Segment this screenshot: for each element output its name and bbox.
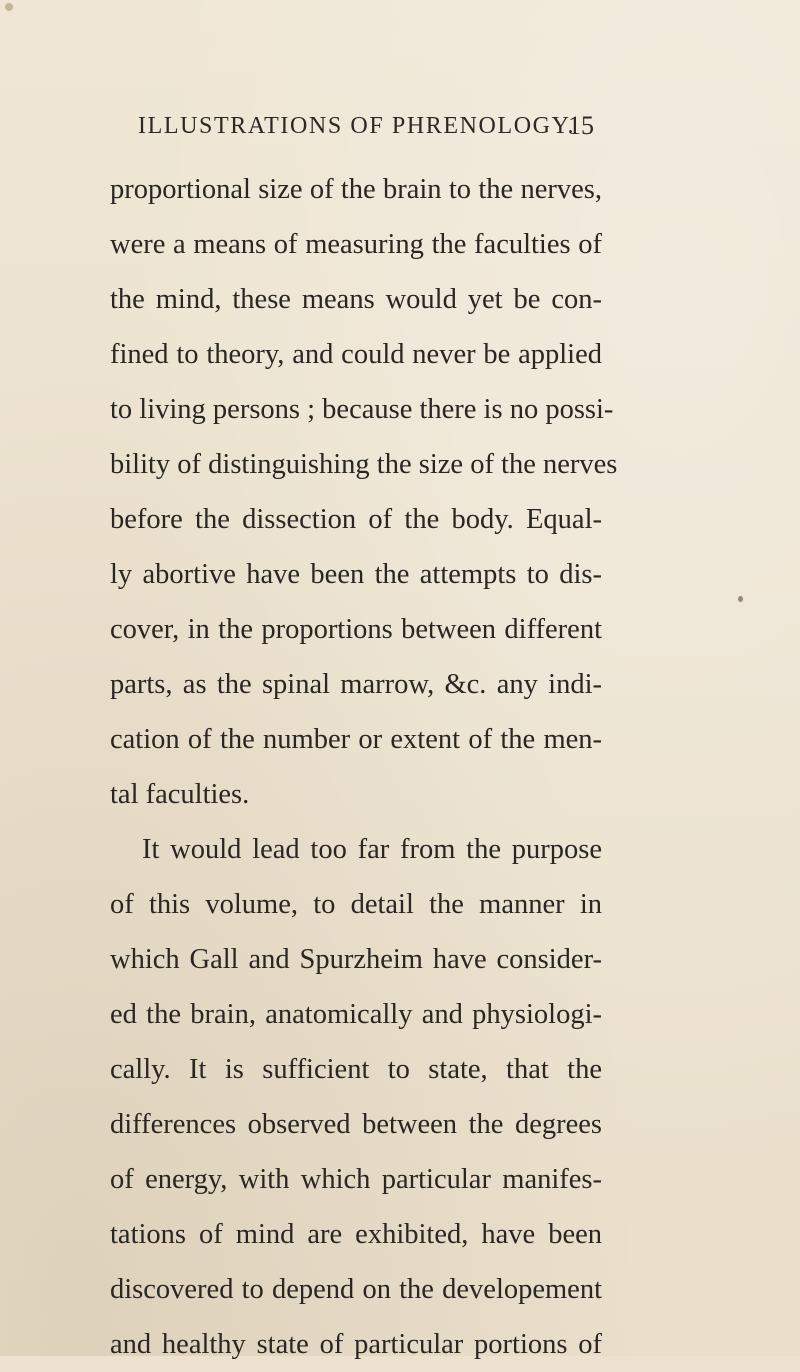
text-line: differences observed between the degrees <box>110 1109 602 1140</box>
running-title: ILLUSTRATIONS OF PHRENOLOGY. <box>138 113 576 139</box>
text-line: cover, in the proportions between different <box>110 614 602 645</box>
page-number: 15 <box>568 111 594 140</box>
text-line: were a means of measuring the faculties of <box>110 229 602 260</box>
text-line: ly abortive have been the attempts to dis- <box>110 559 602 590</box>
text-line: which Gall and Spurzheim have consider- <box>110 944 602 975</box>
text-line: ed the brain, anatomically and physiologi- <box>110 999 602 1030</box>
text-line: tal faculties. <box>110 779 250 810</box>
paper-spot <box>738 596 743 602</box>
text-line: of energy, with which particular manifes- <box>110 1164 602 1195</box>
text-line: fined to theory, and could never be applied <box>110 339 602 370</box>
text-line: It would lead too far from the purpose <box>142 834 602 865</box>
text-line: and healthy state of particular portions of <box>110 1329 602 1360</box>
text-line: of this volume, to detail the manner in <box>110 889 602 920</box>
text-line: parts, as the spinal marrow, &c. any indi- <box>110 669 602 700</box>
text-line: the mind, these means would yet be con- <box>110 284 602 315</box>
text-line: before the dissection of the body. Equal- <box>110 504 602 535</box>
text-line: tations of mind are exhibited, have been <box>110 1219 602 1250</box>
body-text <box>110 162 618 1372</box>
text-line: proportional size of the brain to the nerves, <box>110 174 602 205</box>
text-line: discovered to depend on the developement <box>110 1274 602 1305</box>
text-line: cally. It is sufficient to state, that the <box>110 1054 602 1085</box>
paper-spot <box>5 3 13 11</box>
text-line: to living persons ; because there is no possi- <box>110 394 614 425</box>
page-header <box>0 104 800 148</box>
text-line: cation of the number or extent of the men- <box>110 724 602 755</box>
text-line: bility of distinguishing the size of the nerves <box>110 449 618 480</box>
